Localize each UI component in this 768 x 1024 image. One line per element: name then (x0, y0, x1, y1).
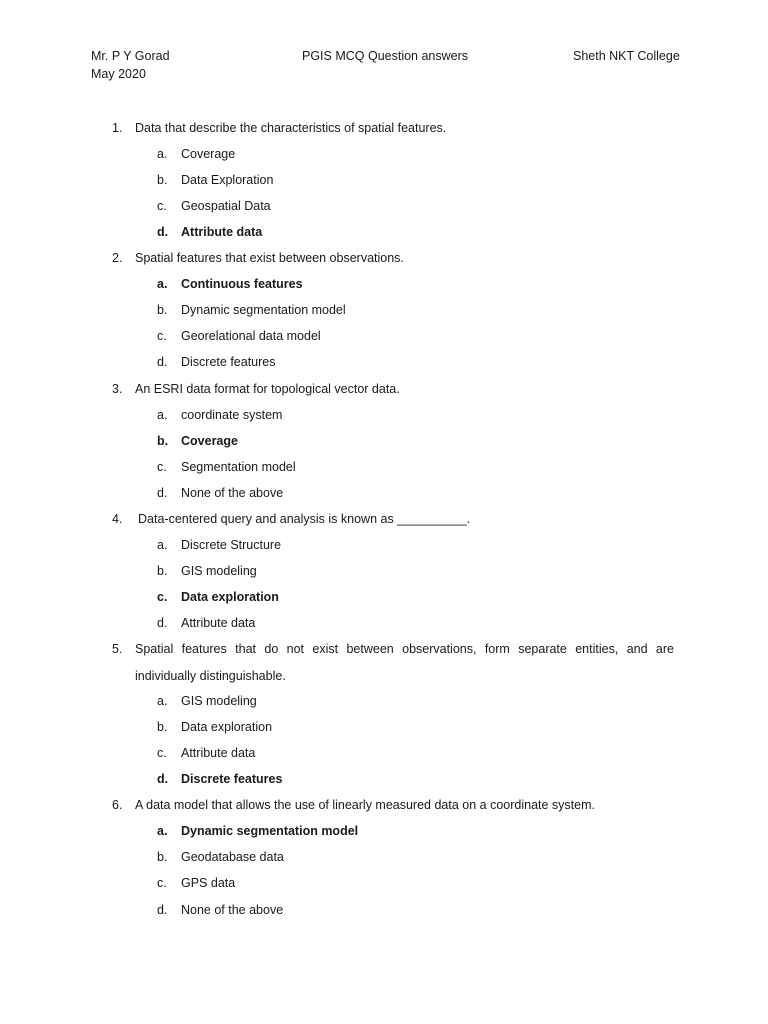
option-text: Discrete Structure (181, 538, 282, 552)
q3-option-a (157, 407, 282, 423)
option-text: Dynamic segmentation model (181, 303, 346, 317)
option-text: GPS data (181, 876, 236, 890)
question-text: Data that describe the characteristics of spatial features. (135, 121, 447, 135)
question-text: Data-centered query and analysis is known as __________. (138, 512, 471, 526)
option-letter: d. (157, 225, 169, 239)
option-letter: d. (157, 772, 169, 786)
q1-option-a (157, 146, 235, 162)
option-letter: c. (157, 199, 167, 213)
q5-option-d-answer (157, 771, 282, 787)
q2-option-d (157, 354, 275, 370)
option-text: Attribute data (181, 746, 256, 760)
option-text: Discrete features (181, 355, 276, 369)
author-name: Mr. P Y Gorad (91, 49, 170, 63)
option-letter: c. (157, 460, 167, 474)
option-text: None of the above (181, 903, 284, 917)
q2-option-a-answer (157, 276, 303, 292)
question-text-continuation: individually distinguishable. (135, 669, 286, 683)
question-2 (112, 250, 674, 266)
page-header (0, 0, 768, 90)
q2-option-b (157, 302, 346, 318)
q5-option-a (157, 693, 257, 709)
option-text: Attribute data (181, 616, 256, 630)
option-letter: c. (157, 876, 167, 890)
option-letter: b. (157, 173, 168, 187)
option-letter: c. (157, 590, 168, 604)
option-letter: b. (157, 303, 168, 317)
option-letter: a. (157, 277, 168, 291)
question-6 (112, 797, 674, 813)
question-number: 1. (112, 121, 123, 135)
option-text: Geospatial Data (181, 199, 271, 213)
option-text: Segmentation model (181, 460, 296, 474)
q2-option-c (157, 328, 321, 344)
option-letter: c. (157, 746, 167, 760)
q1-option-d-answer (157, 224, 262, 240)
option-letter: d. (157, 486, 168, 500)
q6-option-a-answer (157, 823, 358, 839)
document-title: PGIS MCQ Question answers (302, 49, 469, 63)
q4-option-d (157, 615, 255, 631)
option-letter: b. (157, 720, 168, 734)
option-text: coordinate system (181, 408, 283, 422)
option-text: Data Exploration (181, 173, 274, 187)
question-number: 6. (112, 798, 123, 812)
question-number: 5. (112, 642, 123, 656)
option-letter: d. (157, 903, 168, 917)
question-text: Spatial features that do not exist between observations, form separate entities, and are (135, 642, 674, 656)
option-text: GIS modeling (181, 564, 257, 578)
question-number: 2. (112, 251, 123, 265)
q1-option-c (157, 198, 271, 214)
option-text: Attribute data (181, 225, 263, 239)
option-text: Georelational data model (181, 329, 321, 343)
option-text: Dynamic segmentation model (181, 824, 359, 838)
option-text: Continuous features (181, 277, 303, 291)
question-text: A data model that allows the use of linearly measured data on a coordinate system. (135, 798, 595, 812)
option-letter: b. (157, 564, 168, 578)
option-letter: a. (157, 694, 168, 708)
option-letter: d. (157, 616, 168, 630)
q3-option-b-answer (157, 433, 238, 449)
question-5 (112, 641, 674, 684)
question-number: 4. (112, 512, 123, 526)
option-text: Discrete features (181, 772, 283, 786)
option-letter: b. (157, 850, 168, 864)
option-text: Geodatabase data (181, 850, 284, 864)
option-text: None of the above (181, 486, 284, 500)
option-letter: b. (157, 434, 169, 448)
option-text: Coverage (181, 434, 238, 448)
question-1 (112, 120, 674, 136)
option-letter: a. (157, 147, 168, 161)
document-date: May 2020 (91, 67, 146, 81)
q3-option-d (157, 485, 283, 501)
q4-option-c-answer (157, 589, 279, 605)
option-letter: a. (157, 538, 168, 552)
q6-option-d (157, 902, 283, 918)
option-letter: a. (157, 824, 168, 838)
q4-option-b (157, 563, 257, 579)
option-text: Coverage (181, 147, 236, 161)
option-letter: a. (157, 408, 168, 422)
q5-option-b (157, 719, 272, 735)
option-text: GIS modeling (181, 694, 257, 708)
q5-option-c (157, 745, 255, 761)
college-name: Sheth NKT College (573, 49, 680, 63)
question-text: Spatial features that exist between observations. (135, 251, 404, 265)
option-text: Data exploration (181, 590, 279, 604)
question-4 (112, 511, 674, 527)
q6-option-b (157, 849, 284, 865)
q1-option-b (157, 172, 273, 188)
option-letter: c. (157, 329, 167, 343)
question-text: An ESRI data format for topological vector data. (135, 382, 400, 396)
question-3 (112, 381, 674, 397)
option-text: Data exploration (181, 720, 273, 734)
question-number: 3. (112, 382, 123, 396)
q3-option-c (157, 459, 296, 475)
q4-option-a (157, 537, 281, 553)
q6-option-c (157, 875, 235, 891)
option-letter: d. (157, 355, 168, 369)
